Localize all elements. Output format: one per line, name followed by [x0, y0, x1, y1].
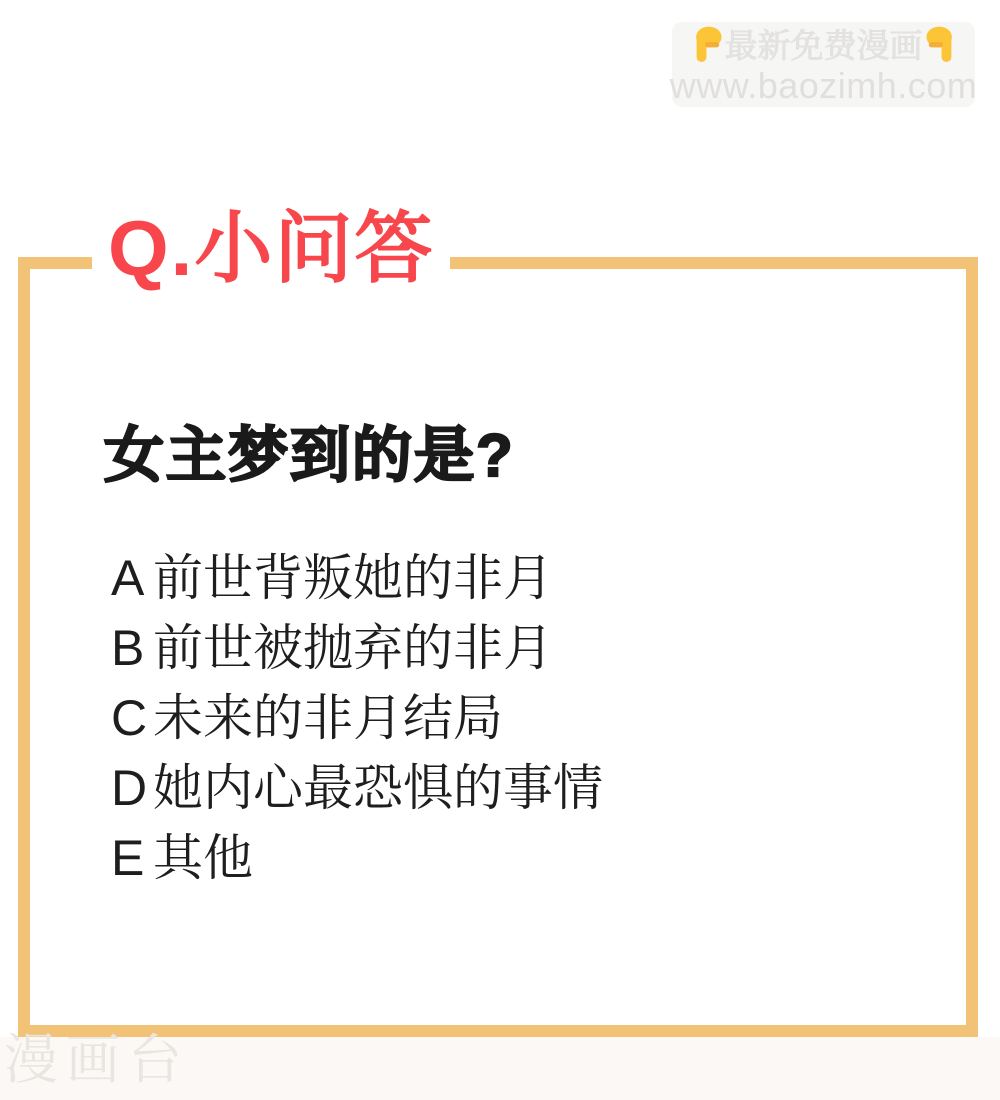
option-text: 前世背叛她的非月	[153, 550, 553, 606]
quiz-option-e	[111, 823, 603, 893]
option-letter: C	[111, 690, 148, 746]
quiz-option-c	[111, 683, 603, 753]
pointing-down-hand-icon	[690, 25, 722, 65]
quiz-option-d	[111, 753, 603, 823]
site-watermark: 漫画台	[4, 1030, 190, 1090]
option-letter: A	[111, 550, 145, 606]
promo-title: 最新免费漫画	[724, 26, 923, 64]
promo-title-row	[690, 25, 958, 65]
quiz-option-b	[111, 613, 603, 683]
promo-url: www.baozimh.com	[669, 65, 978, 106]
option-text: 其他	[153, 830, 253, 886]
pointing-down-hand-icon	[926, 25, 958, 65]
option-text: 未来的非月结局	[153, 690, 503, 746]
option-text: 她内心最恐惧的事情	[153, 760, 603, 816]
option-letter: B	[111, 620, 145, 676]
option-letter: E	[111, 830, 145, 886]
option-text: 前世被抛弃的非月	[153, 620, 553, 676]
quiz-option-a	[111, 543, 603, 613]
quiz-header: Q.小问答	[92, 202, 450, 294]
option-letter: D	[111, 760, 148, 816]
promo-watermark	[669, 22, 978, 107]
quiz-options-list	[111, 543, 603, 893]
quiz-question: 女主梦到的是?	[104, 422, 515, 489]
